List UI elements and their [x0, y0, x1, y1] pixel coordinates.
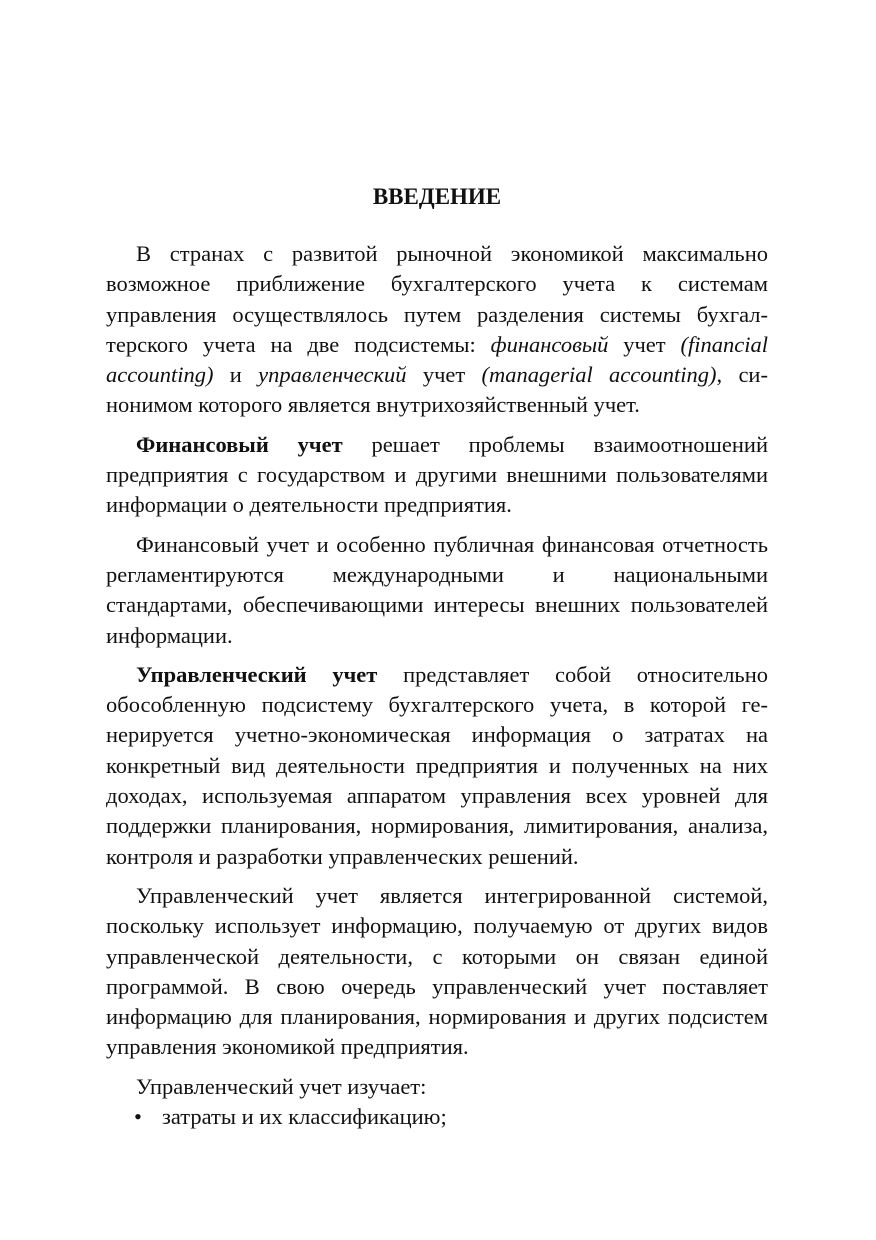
paragraph-text: учет	[406, 362, 482, 388]
paragraph-text: , синонимом которого является внутрихозяйственный учет.	[106, 362, 768, 418]
paragraph-financial-reporting: Финансовый учет и особенно публичная финансовая отчетность регламентируются международными и национальными стандартами, обеспечивающими интересы внешних пользователей информации.	[106, 531, 768, 648]
term-financial-en: (financial accounting)	[106, 331, 768, 388]
term-managerial-ru: управленческий	[258, 362, 407, 388]
paragraph-integrated-system: Управленческий учет является интегрированной системой, поскольку использует информацию, получаемую от других видов управленческой деятельности, с которыми он связан единой программой. В свою очередь управленческий учет поставляет информацию для планирования, нормирования и других подсистем управления экономикой предприятия.	[106, 882, 768, 1060]
document-page	[106, 180, 768, 1132]
paragraph-text: представляет собой относительно обособленную подсистему бухгалтерского учета, в которой генерируется учетно-экономическая информация о затратах на конкретный вид деятельности предприятия и полученных на них доходах, используемая аппаратом управления всех уровней для поддержки планирования, нормирования, лимитирования, анализа, контроля и разработки управленческих решений.	[106, 661, 768, 869]
term-financial-ru: финансовый	[490, 331, 609, 357]
page-title: ВВЕДЕНИЕ	[372, 184, 502, 209]
term-managerial-accounting: Управленческий учет	[136, 661, 378, 687]
list-item	[106, 1102, 768, 1132]
paragraph-financial-accounting	[106, 430, 768, 521]
paragraph-managerial-accounting	[106, 660, 768, 872]
paragraph-text: учет	[608, 331, 681, 357]
paragraph-text: В странах с развитой рыночной экономикой максимально возможное приближение бухгалтерского учета к системам управления осуществлялось путем разделения системы бухгалтерского учета на две подсистемы:	[106, 241, 768, 357]
paragraph-studies-intro: Управленческий учет изучает:	[136, 1073, 427, 1099]
paragraph-text: и	[213, 362, 259, 388]
paragraph-intro	[106, 239, 768, 421]
bullet-icon: •	[134, 1104, 142, 1130]
paragraph-text: решает проблемы взаимоотношений предприятия с государством и другими внешними пользователями информации о деятельности предприятия.	[106, 431, 768, 518]
list-item-text: затраты и их классификацию;	[162, 1104, 447, 1130]
term-managerial-en: (managerial accounting)	[481, 362, 717, 388]
term-financial-accounting: Финансовый учет	[136, 431, 343, 457]
studies-list	[106, 1102, 768, 1132]
